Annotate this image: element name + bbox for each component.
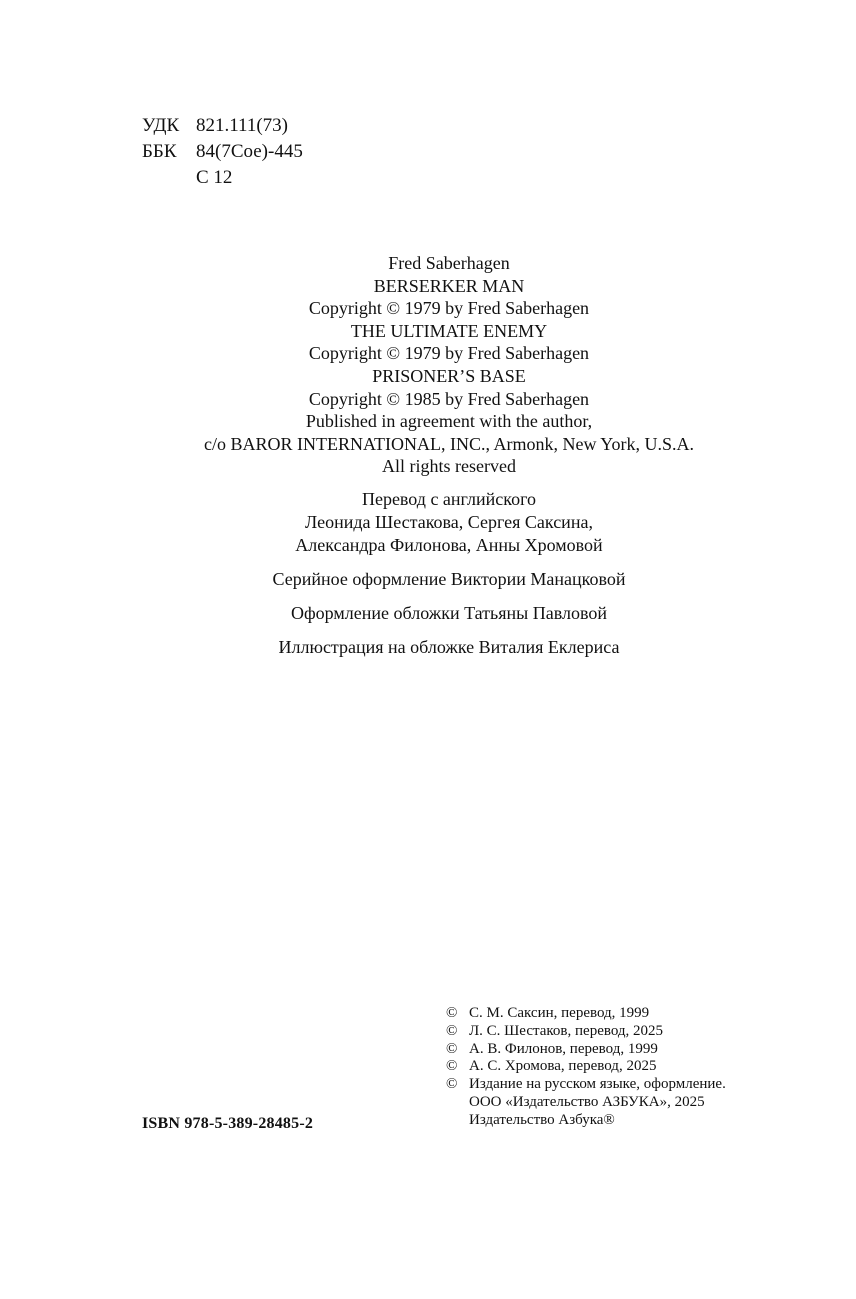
udk-value: 821.111(73) [196,115,288,136]
bbk-value: 84(7Сое)-445 [196,141,303,162]
credits-block [0,488,856,670]
copyright-prisoners-base: Copyright © 1985 by Fred Saberhagen [308,388,590,409]
rights-block [0,252,856,478]
title-prisoners-base: PRISONER’S BASE [372,365,526,386]
translators-line-2: Александра Филонова, Анны Хромовой [295,535,603,555]
copyright-text: Издание на русском языке, оформление. [469,1076,726,1093]
cover-illustration-credit [0,636,856,659]
copyright-text: Л. С. Шестаков, перевод, 2025 [469,1022,664,1039]
copyright-text: А. С. Хромова, перевод, 2025 [469,1058,657,1075]
copyright-sign: © [446,1022,458,1039]
publisher-trademark-line: Издательство Азбука® [469,1111,615,1128]
all-rights-reserved: All rights reserved [382,456,516,477]
copyright-notices [446,1005,726,1130]
agreement-line: Published in agreement with the author, [305,411,593,432]
copyright-text: С. М. Саксин, перевод, 1999 [469,1005,650,1021]
series-design-credit [0,568,856,591]
author-mark: С 12 [196,167,233,188]
copyright-item [446,1023,726,1041]
cover-design-credit [0,602,856,625]
publisher-line: ООО «Издательство АЗБУКА», 2025 [469,1093,705,1110]
isbn: ISBN 978-5-389-28485-2 [142,1115,314,1132]
cover-design-line: Оформление обложки Татьяны Павловой [291,603,607,623]
copyright-item [446,1005,726,1023]
copyright-sign: © [446,1058,458,1075]
copyright-berserker-man: Copyright © 1979 by Fred Saberhagen [308,298,590,319]
copyright-text: А. В. Филонов, перевод, 1999 [469,1040,658,1057]
udk-label: УДК [142,115,180,136]
copyright-sign: © [446,1076,458,1093]
copyright-ultimate-enemy: Copyright © 1979 by Fred Saberhagen [308,343,590,364]
translators-line-1: Леонида Шестакова, Сергея Саксина, [305,512,593,532]
cover-illustration-line: Иллюстрация на обложке Виталия Еклериса [278,637,620,657]
translation-heading: Перевод с английского [361,489,537,509]
bbk-label: ББК [142,141,177,162]
copyright-item [446,1076,726,1094]
series-design-line: Серийное оформление Виктории Манацковой [272,569,626,589]
translation-credit [0,488,856,557]
bbk-row [142,139,303,165]
classification-block [142,113,303,191]
copyright-item [446,1041,726,1059]
title-ultimate-enemy: THE ULTIMATE ENEMY [350,320,548,341]
copyright-sign: © [446,1005,458,1021]
author-mark-row [142,165,303,191]
copyright-item [446,1058,726,1076]
title-berserker-man: BERSERKER MAN [373,275,525,296]
udk-row [142,113,303,139]
author-name: Fred Saberhagen [388,253,510,273]
agency-line: c/o BAROR INTERNATIONAL, INC., Armonk, New York, U.S.A. [204,433,694,454]
copyright-sign: © [446,1040,458,1057]
